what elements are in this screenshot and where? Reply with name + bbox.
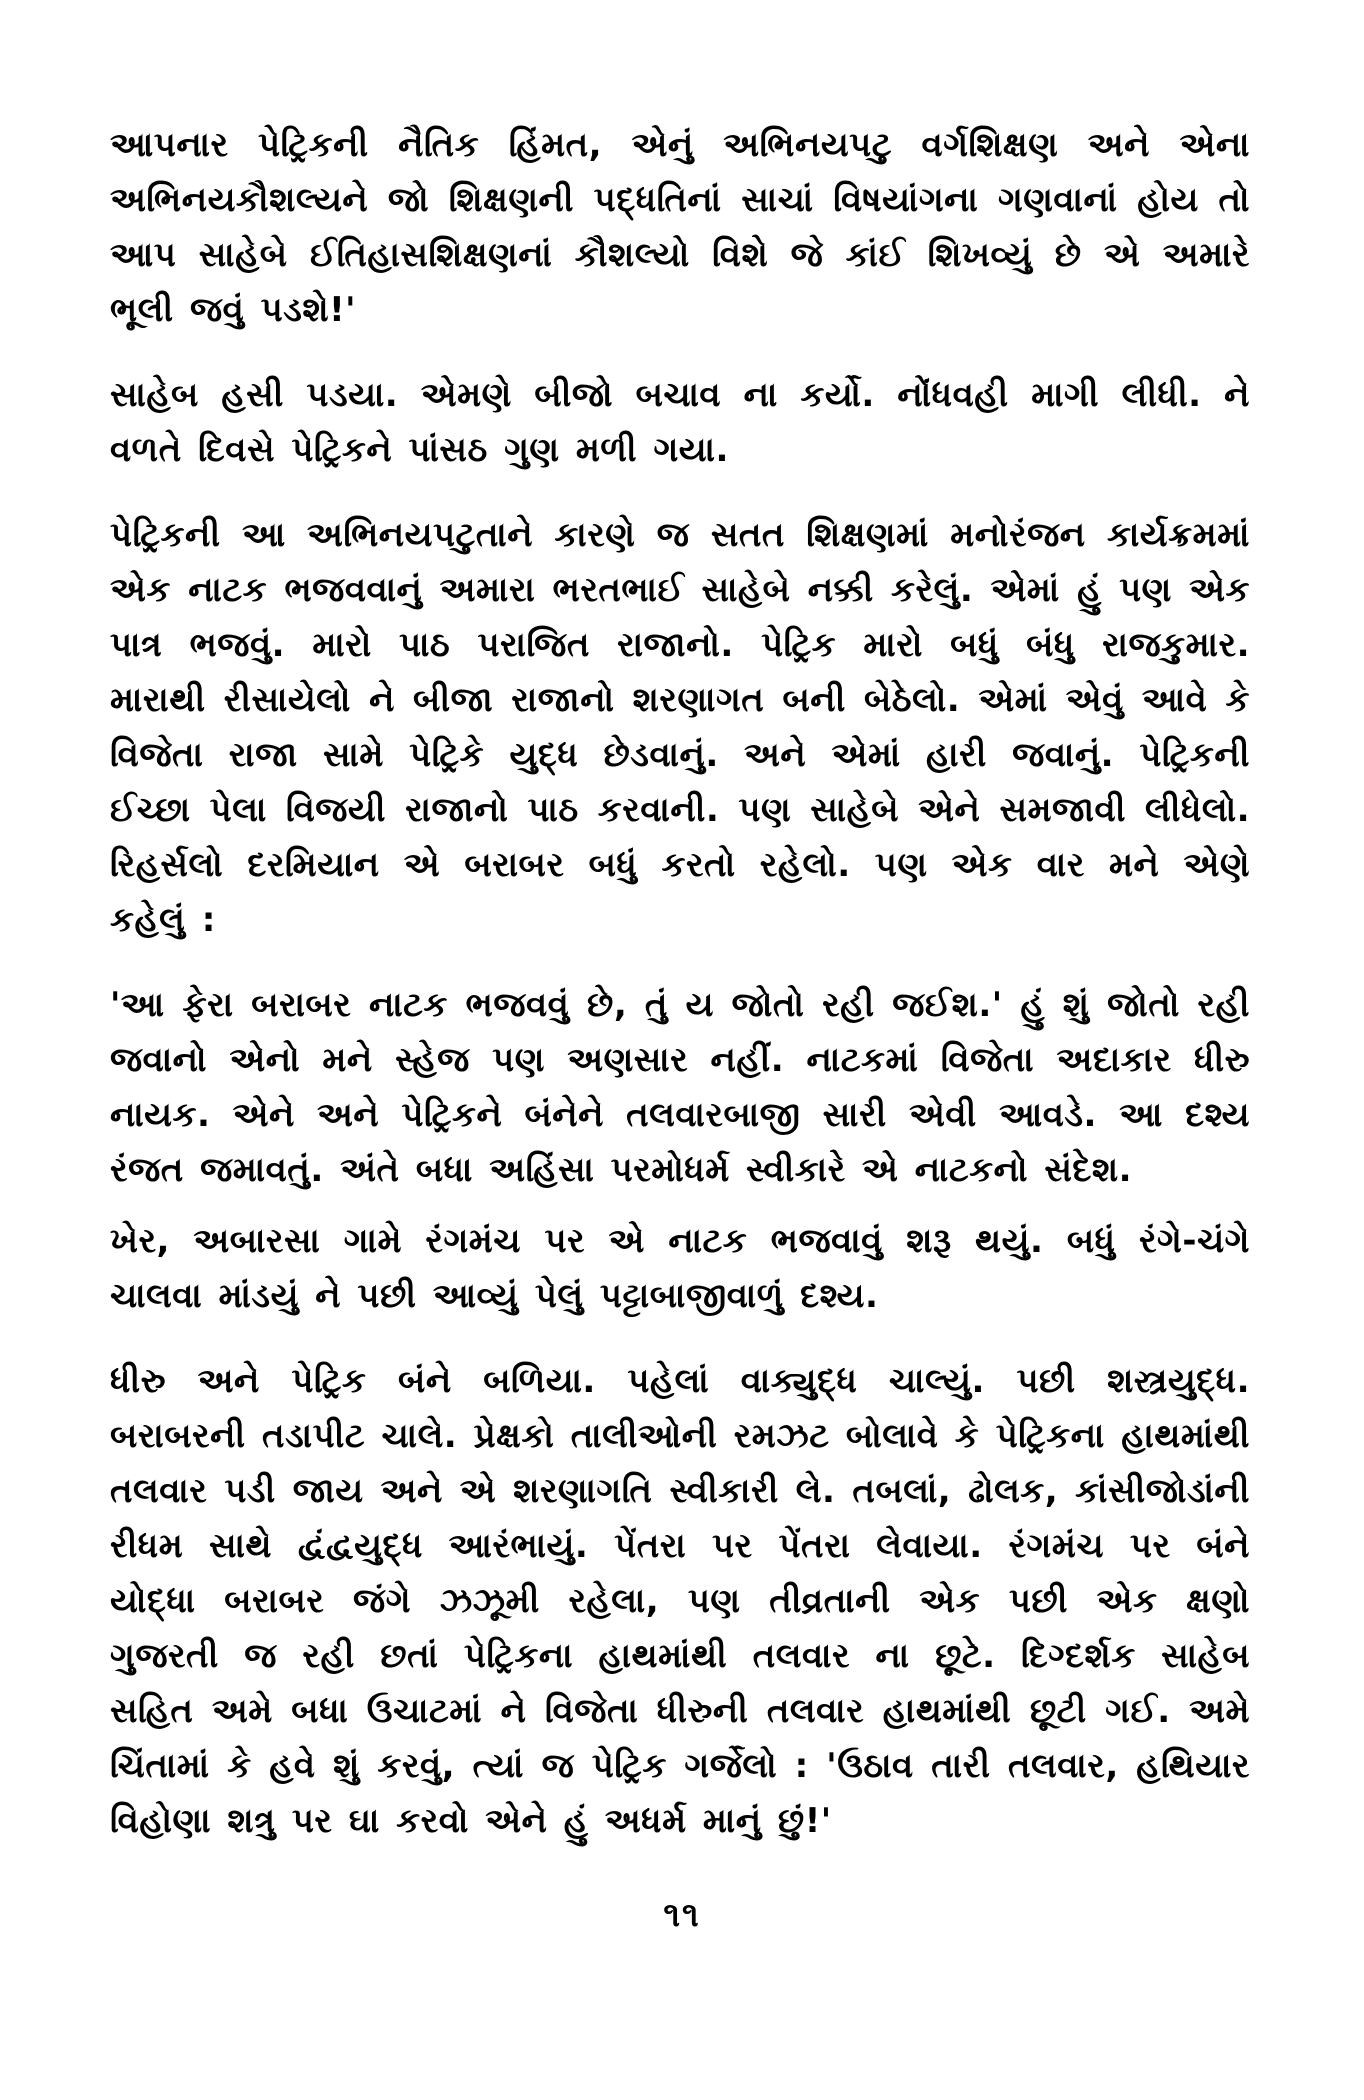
paragraph-5: ખેર, અબારસા ગામે રંગમંચ પર એ નાટક ભજવાવું શરૂ થયું. બધું રંગે-ચંગે ચાલવા માંડયું ને પછી આવ્યું પેલું પટ્ટાબાજીવાળું દશ્ય.: [110, 1221, 1250, 1316]
page-body: [110, 118, 1250, 1849]
paragraph-4: 'આ ફેરા બરાબર નાટક ભજવવું છે, તું ય જોતો રહી જઈશ.' હું શું જોતો રહી જવાનો એનો મને સ્હેજ પણ અણસાર નહીં. નાટકમાં વિજેતા અદાકાર ધીરુ નાયક. એને અને પેટ્રિકને બંનેને તલવારબાજી સારી એવી આવડે. આ દશ્ય રંજત જમાવતું. અંતે બધા અહિંસા પરમોધર્મ સ્વીકારે એ નાટકનો સંદેશ.: [110, 985, 1250, 1190]
paragraph-6: ધીરુ અને પેટ્રિક બંને બળિયા. પહેલાં વાક્યુદ્ધ ચાલ્યું. પછી શસ્ત્રયુદ્ધ. બરાબરની તડાપીટ ચાલે. પ્રેક્ષકો તાલીઓની રમઝટ બોલાવે કે પેટ્રિકના હાથમાંથી તલવાર પડી જાય અને એ શરણાગતિ સ્વીકારી લે. તબલાં, ઢોલક, કાંસીજોડાંની રીધમ સાથે દ્વંદ્વયુદ્ધ આરંભાયું. પેંતરા પર પેંતરા લેવાયા. રંગમંચ પર બંને યોદ્ધા બરાબર જંગે ઝઝૂમી રહેલા, પણ તીવ્રતાની એક પછી એક ક્ષણો ગુજરતી જ રહી છતાં પેટ્રિકના હાથમાંથી તલવાર ના છૂટે. દિગ્દર્શક સાહેબ સહિત અમે બધા ઉચાટમાં ને વિજેતા ધીરુની તલવાર હાથમાંથી છૂટી ગઈ. અમે ચિંતામાં કે હવે શું કરવું, ત્યાં જ પેટ્રિક ગર્જેલો : 'ઉઠાવ તારી તલવાર, હથિયાર વિહોણા શત્રુ પર ઘા કરવો એને હું અધર્મ માનું છું!': [110, 1361, 1250, 1841]
paragraph-3: પેટ્રિકની આ અભિનયપટુતાને કારણે જ સતત શિક્ષણમાં મનોરંજન કાર્યક્રમમાં એક નાટક ભજવવાનું અમારા ભરતભાઈ સાહેબે નક્કી કરેલું. એમાં હું પણ એક પાત્ર ભજવું. મારો પાઠ પરાજિત રાજાનો. પેટ્રિક મારો બધું બંધુ રાજકુમાર. મારાથી રીસાયેલો ને બીજા રાજાનો શરણાગત બની બેઠેલો. એમાં એવું આવે કે વિજેતા રાજા સામે પેટ્રિકે યુદ્ધ છેડવાનું. અને એમાં હારી જવાનું. પેટ્રિકની ઈચ્છા પેલા વિજયી રાજાનો પાઠ કરવાની. પણ સાહેબે એને સમજાવી લીધેલો. રિહર્સલો દરમિયાન એ બરાબર બધું કરતો રહેલો. પણ એક વાર મને એણે કહેલું :: [110, 515, 1250, 940]
paragraph-2: સાહેબ હસી પડયા. એમણે બીજો બચાવ ના કર્યો. નોંધવહી માગી લીધી. ને વળતે દિવસે પેટ્રિકને પાંસઠ ગુણ મળી ગયા.: [110, 375, 1250, 470]
paragraph-1: આપનાર પેટ્રિકની નૈતિક હિંમત, એનું અભિનયપટુ વર્ગશિક્ષણ અને એના અભિનયકૌશલ્યને જો શિક્ષણની પદ્ધતિનાં સાચાં વિષયાંગના ગણવાનાં હોય તો આપ સાહેબે ઈતિહાસશિક્ષણનાં કૌશલ્યો વિશે જે કાંઈ શિખવ્યું છે એ અમારે ભૂલી જવું પડશે!': [110, 125, 1250, 330]
page-number: ૧૧: [663, 1895, 701, 1935]
